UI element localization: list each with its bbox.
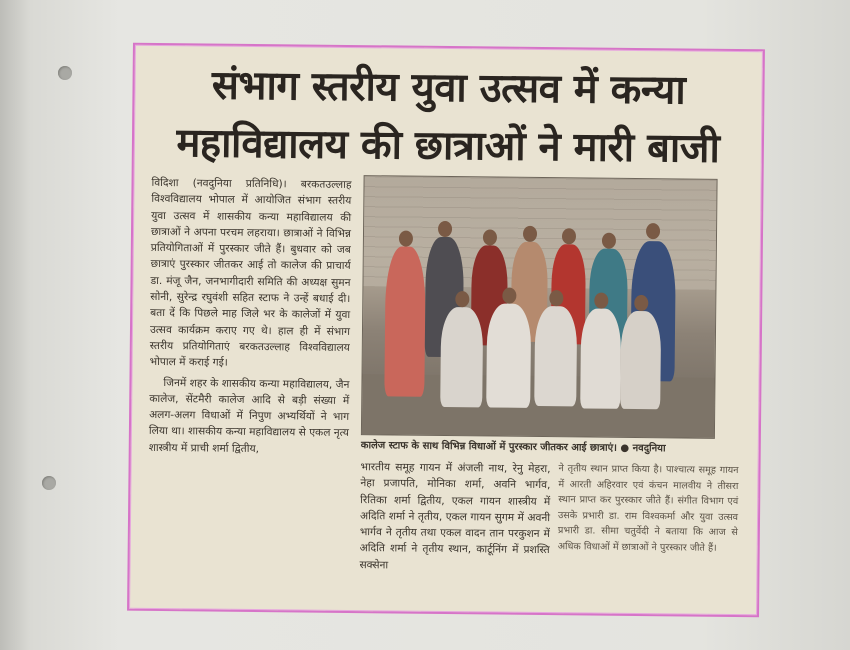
article-paragraph-2: जिनमें शहर के शासकीय कन्या महाविद्यालय, जैन कालेज, सेंटमैरी कालेज आदि से बड़ी संख्या में अलग-अलग विधाओं में निपुण अभ्यर्थियों ने भाग लिया था। शासकीय कन्या महाविद्यालय से एकल नृत्य शास्त्रीय में प्राची शर्मा द्वितीय,	[148, 376, 350, 455]
headline-line-1: संभाग स्तरीय युवा उत्सव में कन्या	[211, 62, 686, 114]
article-middle-column: भारतीय समूह गायन में अंजली नाथ, रेनु मेहरा, नेहा प्रजापति, मोनिका शर्मा, अवनि भार्गव, रितिका शर्मा द्वितीय, एकल गायन शास्त्रीय में अदिति शर्मा ने तृतीय, एकल गायन सुगम में अवनी भार्गव ने तृतीय तथा एकल वादन तान परकुशन में अदिति शर्मा ने तृतीय स्थान, कार्टूनिंग में प्रशस्ति सक्सेना	[359, 461, 551, 572]
photo-student	[620, 311, 661, 409]
photo-head	[602, 233, 616, 249]
photo-head	[594, 293, 608, 309]
photo-head	[646, 223, 660, 239]
photo-head	[549, 290, 563, 306]
article-left-column	[149, 175, 352, 460]
photo-head	[523, 226, 537, 242]
photo-head	[634, 295, 648, 311]
photo-head	[455, 291, 469, 307]
photo-student	[486, 303, 531, 407]
photo-caption: कालेज स्टाफ के साथ विभिन्न विधाओं में पुरस्कार जीतकर आई छात्राएं। ● नवदुनिया	[360, 440, 666, 455]
photo-student	[440, 307, 483, 407]
group-photo	[361, 175, 718, 439]
photo-head	[438, 221, 452, 237]
article-right-column: ने तृतीय स्थान प्राप्त किया है। पाश्चात्य समूह गायन में आरती अहिरवार एवं कंचन मालवीय ने तीसरा स्थान प्राप्त कर पुरस्कार जीते हैं। संगीत विभाग एवं उसके प्रभारी डा. राम विश्वकर्मा और युवा उत्सव प्रभारी डा. सीमा चतुर्वेदी ने बताया कि आज से अधिक विधाओं में छात्राओं ने पुरस्कार जीते हैं।	[557, 463, 739, 554]
photo-student	[534, 306, 577, 406]
photo-person	[384, 246, 426, 396]
photo-head	[399, 231, 413, 247]
article-paragraph-1: विदिशा (नवदुनिया प्रतिनिधि)। बरकतउल्लाह विश्वविद्यालय भोपाल में आयोजित संभाग स्तरीय युवा उत्सव में शासकीय कन्या महाविद्यालय की छात्राओं ने अपना परचम लहराया। छात्राओं ने विभिन्न प्रतियोगिताओं में पुरस्कार जीते हैं। बुधवार को जब छात्राएं पुरस्कार जीतकर आई तो कालेज की प्राचार्य डा. मंजू जैन, जनभागीदारी समिति की अध्यक्ष सुमन सोनी, सुरेन्द्र रघुवंशी सहित स्टाफ ने उन्हें बधाई दी। बता दें कि पिछले माह जिले भर के कालेजों में युवा उत्सव कार्यक्रम कराए गए थे। हाल ही में संभाग स्तरीय प्रतियोगिताएं बरकतउल्लाह विश्वविद्यालय भोपाल में कराई गई।	[149, 176, 352, 369]
newspaper-clipping	[127, 43, 765, 618]
headline-line-2: महाविद्यालय की छात्राओं ने मारी बाजी	[176, 120, 720, 172]
photo-head	[502, 288, 516, 304]
photo-head	[562, 228, 576, 244]
binder-hole-bottom	[42, 476, 56, 490]
binder-hole-top	[58, 66, 72, 80]
photo-student	[580, 308, 621, 408]
photo-head	[483, 229, 497, 245]
